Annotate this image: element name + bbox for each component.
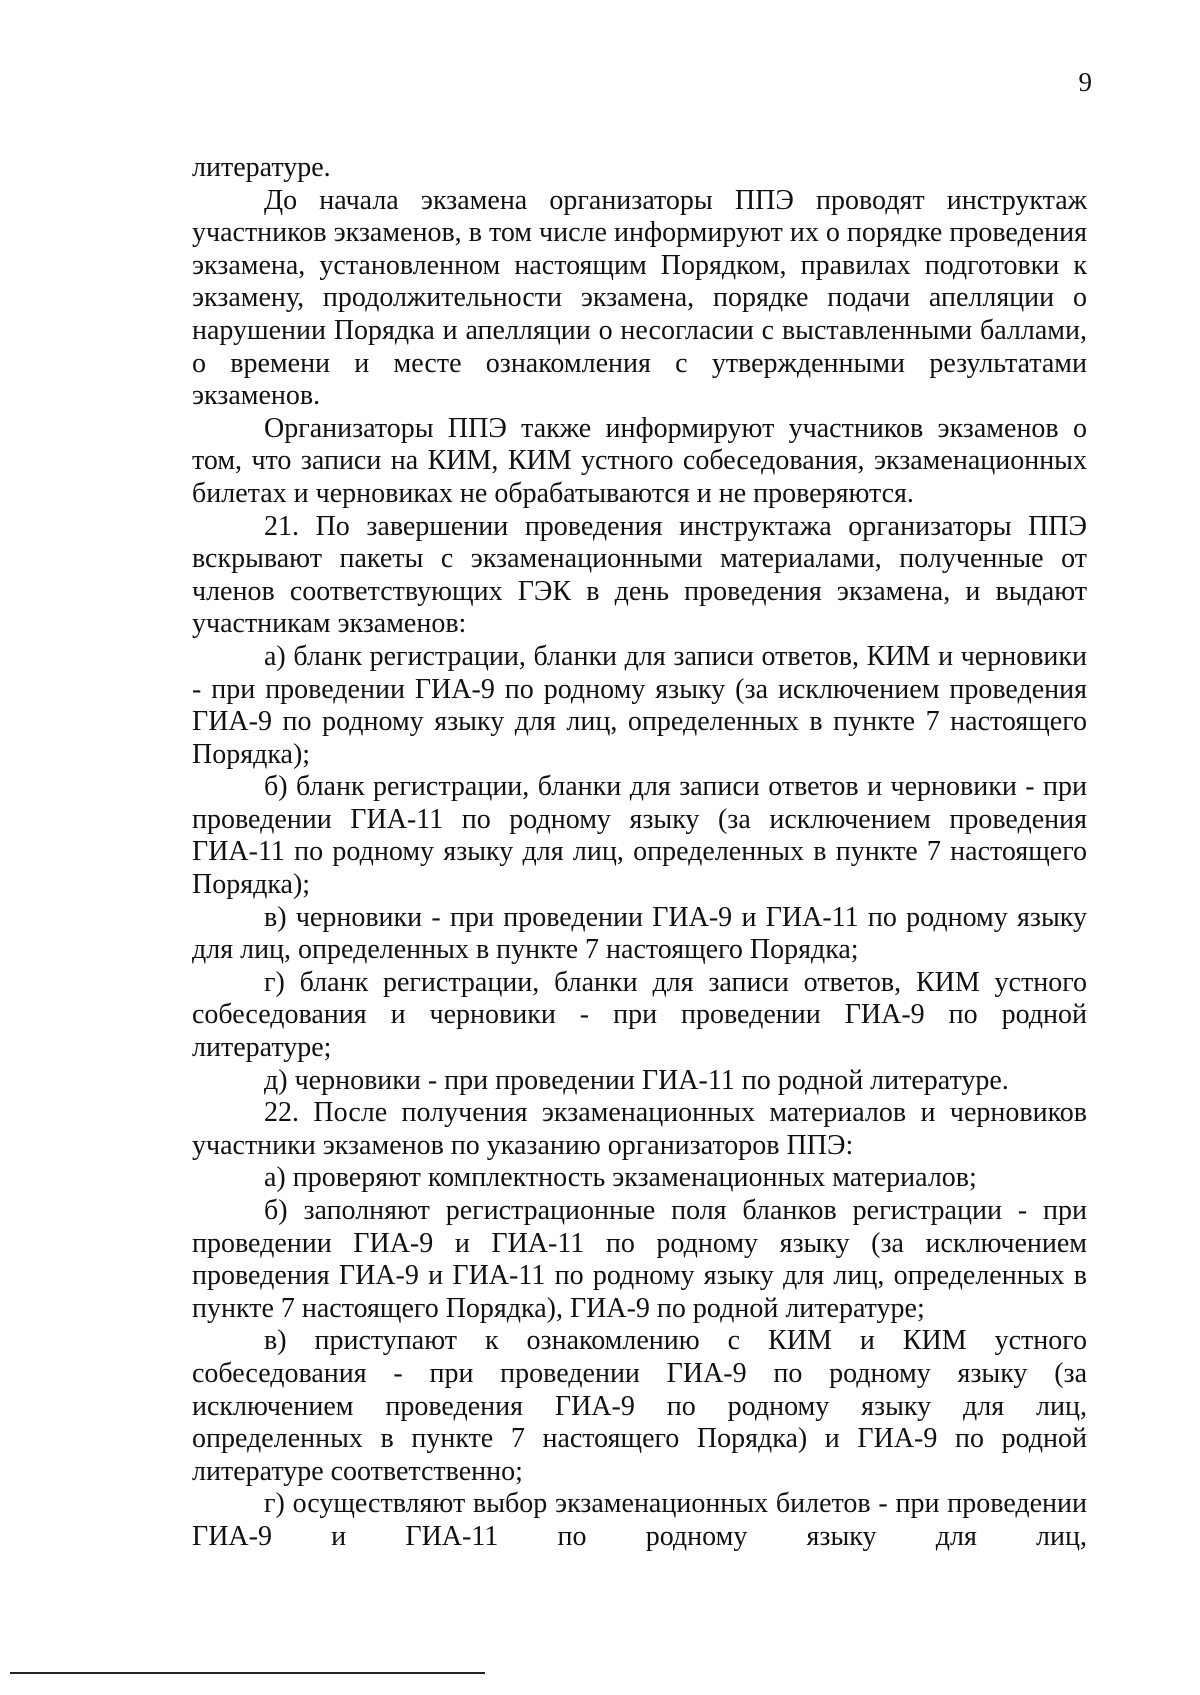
paragraph-22-item-b: б) заполняют регистрационные поля бланков регистрации - при проведении ГИА-9 и ГИА-11 по родному языку (за исключением проведения ГИА-9 и ГИА-11 по родному языку для лиц, определенных в пункте 7 настоящего Порядка), ГИА-9 по родной литературе; [192,1195,1087,1324]
paragraph-21-item-a: а) бланк регистрации, бланки для записи ответов, КИМ и черновики - при проведении ГИА-9 по родному языку (за исключением проведения ГИА-9 по родному языку для лиц, определенных в пункте 7 настоящего Порядка); [192,640,1087,770]
paragraph-21-item-b: б) бланк регистрации, бланки для записи ответов и черновики - при проведении ГИА-11 по родному языку (за исключением проведения ГИА-11 по родному языку для лиц, определенных в пункте 7 настоящего Порядка); [192,771,1087,901]
paragraph-briefing: До начала экзамена организаторы ППЭ проводят инструктаж участников экзаменов, в том числе информируют их о порядке проведения экзамена, установленном настоящим Порядком, правилах подготовки к экзамену, продолжительности экзамена, порядке подачи апелляции о нарушении Порядка и апелляции о несогласии с выставленными баллами, о времени и месте ознакомления с утвержденными результатами экзаменов. [192,184,1087,412]
paragraph-22-item-a: а) проверяют комплектность экзаменационных материалов; [264,1162,977,1194]
paragraph-21-item-v: в) черновики - при проведении ГИА-9 и ГИА-11 по родному языку для лиц, определенных в пункте 7 настоящего Порядка; [192,901,1087,966]
paragraph-21: 21. По завершении проведения инструктажа организаторы ППЭ вскрывают пакеты с экзаменационными материалами, полученные от членов соответствующих ГЭК в день проведения экзамена, и выдают участникам экзаменов: [192,510,1087,640]
paragraph-21-item-g: г) бланк регистрации, бланки для записи ответов, КИМ устного собеседования и черновики - при проведении ГИА-9 по родной литературе; [192,966,1087,1064]
paragraph-22-item-v: в) приступают к ознакомлению с КИМ и КИМ устного собеседования - при проведении ГИА-9 по родному языку (за исключением проведения ГИА-9 по родному языку для лиц, определенных в пункте 7 настоящего Порядка) и ГИА-9 по родной литературе соответственно; [192,1325,1087,1487]
footer-rule [10,1672,485,1674]
paragraph-22-item-g: г) осуществляют выбор экзаменационных билетов - при проведении ГИА-9 и ГИА-11 по родному языку для лиц, [192,1488,1087,1552]
paragraph-22: 22. После получения экзаменационных материалов и черновиков участники экзаменов по указанию организаторов ППЭ: [192,1097,1087,1161]
paragraph-21-item-d: д) черновики - при проведении ГИА-11 по родной литературе. [264,1064,1009,1096]
document-body [192,152,1087,1554]
paragraph-continuation: литературе. [192,152,331,183]
page-number: 9 [1078,67,1092,97]
paragraph-records-not-checked: Организаторы ППЭ также информируют участников экзаменов о том, что записи на КИМ, КИМ устного собеседования, экзаменационных билетах и черновиках не обрабатываются и не проверяются. [192,412,1087,509]
